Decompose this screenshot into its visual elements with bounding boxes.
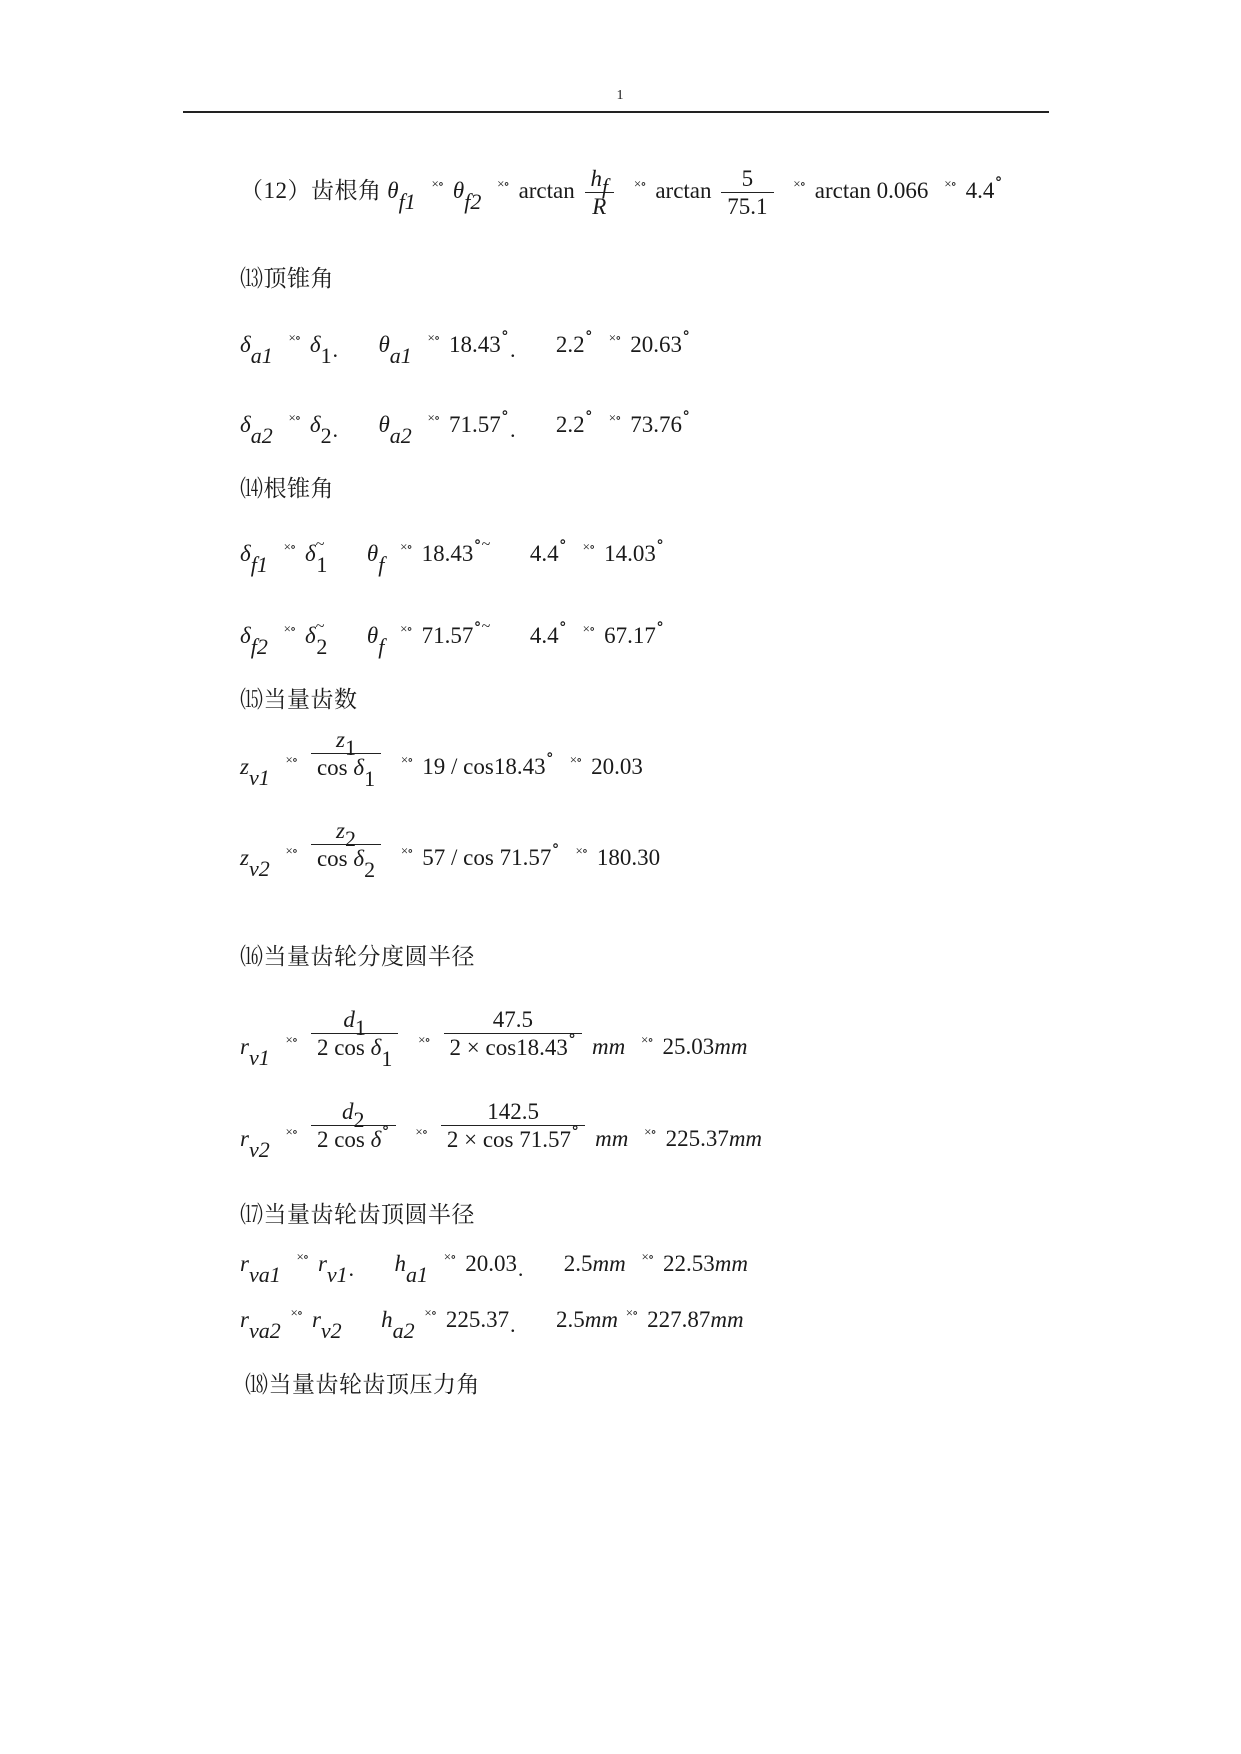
sub-2: 2 (353, 1107, 365, 1133)
theta-symbol: θ (378, 332, 390, 357)
sub-v1: v1 (248, 1045, 270, 1070)
theta-symbol: θ (366, 541, 379, 566)
page-number: 1 (616, 88, 624, 103)
delta-symbol: δ (353, 846, 365, 872)
unit-mm: mm (592, 1034, 626, 1059)
z-symbol: z (240, 754, 249, 779)
cos-text: cos (316, 846, 348, 872)
operator: ×∘ (285, 1032, 298, 1047)
expression: 19 / cos18.43 (422, 754, 546, 779)
h-symbol: h (381, 1307, 393, 1332)
degree-symbol: ∘ (655, 614, 665, 633)
degree-symbol: ∘ (558, 614, 567, 633)
delta-symbol: δ (240, 412, 251, 437)
minus-mark: ~ (481, 536, 491, 553)
value: 2.2 (555, 332, 585, 357)
operator: ×∘ (793, 175, 805, 191)
operator: ×∘ (944, 175, 956, 191)
result: 20.03 (591, 754, 643, 779)
eq-14-2 (240, 614, 665, 659)
plus-mark: · (509, 343, 517, 368)
cos-text: cos (316, 755, 348, 781)
delta-symbol: δ (370, 1035, 382, 1061)
operator: ×∘ (427, 410, 440, 425)
section-15-title: ⒂当量齿数 (240, 687, 358, 712)
operator: ×∘ (625, 1305, 638, 1320)
arctan-value: arctan 0.066 (814, 177, 929, 203)
d-symbol: d (343, 1007, 355, 1033)
sub-a2: a2 (392, 1318, 415, 1343)
sub-f: f (378, 552, 385, 577)
header-rule (183, 111, 1049, 113)
theta-symbol: θ (452, 177, 465, 203)
plus-mark: · (331, 423, 339, 448)
sub-v2: v2 (320, 1318, 342, 1343)
theta-symbol: θ (378, 412, 390, 437)
degree-symbol: ∘ (558, 532, 567, 551)
sub-1: 1 (364, 766, 376, 792)
operator: ×∘ (644, 1124, 656, 1139)
eq-15-2 (240, 818, 661, 883)
d-symbol: d (342, 1099, 354, 1125)
minus-mark: ~ (315, 618, 325, 635)
result: 14.03 (604, 541, 656, 566)
operator: ×∘ (400, 752, 413, 767)
section-13-title: ⒀顶锥角 (240, 266, 334, 291)
result: 73.76 (630, 412, 682, 437)
value: 4.4 (529, 541, 559, 566)
eq-17-1 (240, 1249, 748, 1287)
operator: ×∘ (569, 752, 582, 767)
result: 227.87 (647, 1307, 711, 1332)
section-18-title: ⒅当量齿轮齿顶压力角 (245, 1372, 480, 1397)
z-symbol: z (336, 727, 345, 753)
sub-f: f (378, 634, 385, 659)
operator: ×∘ (633, 175, 646, 191)
result: 67.17 (604, 623, 656, 648)
fraction-d1-2cos (311, 1006, 398, 1072)
value: 2.2 (555, 412, 585, 437)
operator: ×∘ (431, 175, 444, 191)
operator: ×∘ (400, 621, 412, 636)
numerator: 47.5 (444, 1006, 583, 1034)
result: 4.4 (965, 177, 995, 203)
operator: ×∘ (418, 1032, 430, 1047)
unit-mm: mm (592, 1251, 626, 1276)
h-symbol: h (590, 166, 602, 191)
eq-16-2 (240, 1099, 763, 1162)
two-cos-text: 2 cos (316, 1127, 365, 1153)
operator: ×∘ (427, 330, 440, 345)
section-17-title: ⒄当量齿轮齿顶圆半径 (240, 1202, 475, 1227)
operator: ×∘ (575, 843, 588, 858)
unit-mm: mm (714, 1251, 748, 1276)
degree-symbol: ∘ (994, 168, 1003, 188)
sub-2: 2 (344, 826, 356, 852)
z-symbol: z (240, 845, 249, 870)
value: 2.5 (563, 1251, 593, 1276)
fraction-142-5 (441, 1098, 585, 1153)
degree-symbol: ∘ (381, 1118, 390, 1138)
plus-mark: · (347, 1262, 355, 1287)
operator: ×∘ (608, 410, 621, 425)
eq-13-1 (240, 323, 691, 368)
r-symbol: r (240, 1251, 249, 1276)
sub-f2: f2 (250, 634, 268, 659)
theta-symbol: θ (366, 623, 379, 648)
delta-symbol: δ (309, 332, 321, 357)
operator: ×∘ (288, 410, 301, 425)
operator: ×∘ (582, 621, 595, 636)
denominator: 2 × cos18.43 (449, 1035, 568, 1061)
degree-symbol: ∘ (571, 1118, 580, 1138)
unit-mm: mm (584, 1307, 618, 1332)
delta-symbol: δ (305, 541, 316, 566)
sub-a2: a2 (250, 423, 273, 448)
minus-mark: ~ (481, 618, 491, 635)
sub-2: 2 (316, 634, 328, 659)
degree-symbol: ∘ (584, 323, 593, 342)
sub-v2: v2 (248, 1137, 270, 1162)
degree-symbol: ∘ (473, 614, 482, 633)
sub-va2: va2 (248, 1318, 281, 1343)
sub-v1: v1 (326, 1262, 348, 1287)
r-symbol: r (240, 1307, 249, 1332)
r-symbol: r (317, 1251, 327, 1276)
degree-symbol: ∘ (655, 532, 665, 551)
unit-mm: mm (714, 1034, 748, 1059)
theta-symbol: θ (387, 177, 399, 203)
two-cos-text: 2 cos (316, 1035, 365, 1061)
denominator: 2 × cos 71.57 (446, 1127, 572, 1153)
operator: ×∘ (641, 1249, 654, 1264)
sub-f1: f1 (250, 552, 268, 577)
sub-1: 1 (316, 552, 328, 577)
value: 20.03 (465, 1251, 517, 1276)
sub-1: 1 (354, 1015, 366, 1041)
R-symbol: R (592, 194, 607, 219)
degree-symbol: ∘ (500, 323, 510, 342)
degree-symbol: ∘ (500, 403, 510, 422)
sub-v2: v2 (248, 856, 270, 881)
operator: ×∘ (497, 175, 509, 191)
unit-mm: mm (710, 1307, 744, 1332)
unit-mm: mm (728, 1126, 763, 1151)
degree-symbol: ∘ (584, 403, 593, 422)
operator: ×∘ (582, 539, 595, 554)
sub-2: 2 (364, 857, 376, 883)
eq-12 (240, 165, 1003, 220)
r-symbol: r (240, 1126, 249, 1151)
expression: 57 / cos 71.57 (422, 845, 552, 870)
minus-mark: ~ (315, 536, 325, 553)
delta-symbol: δ (240, 623, 251, 648)
operator: ×∘ (296, 1249, 309, 1264)
operator: ×∘ (283, 621, 296, 636)
degree-symbol: ∘ (681, 403, 691, 422)
degree-symbol: ∘ (681, 323, 691, 342)
value: 2.5 (555, 1307, 585, 1332)
fraction-z1-cos (311, 726, 381, 792)
delta-symbol: δ (240, 541, 251, 566)
sub-a1: a1 (250, 343, 273, 368)
operator: ×∘ (608, 330, 621, 345)
result: 180.30 (596, 845, 661, 870)
delta-symbol: δ (353, 755, 365, 781)
sub-1: 1 (320, 343, 332, 368)
operator: ×∘ (424, 1305, 437, 1320)
operator: ×∘ (285, 752, 298, 767)
operator: ×∘ (288, 330, 301, 345)
sub-a2: a2 (389, 423, 412, 448)
eq-15-1 (240, 727, 643, 792)
fraction-d2-2cos (311, 1098, 396, 1153)
eq-16-1 (240, 1007, 748, 1072)
numerator: 142.5 (441, 1098, 585, 1126)
operator: ×∘ (641, 1032, 653, 1047)
degree-symbol: ∘ (473, 532, 482, 551)
plus-mark: · (516, 1262, 525, 1287)
sub-va1: va1 (248, 1262, 281, 1287)
result: 22.53 (662, 1251, 715, 1276)
z-symbol: z (336, 818, 345, 844)
fraction-hf-R (585, 165, 615, 220)
result: 25.03 (662, 1034, 715, 1059)
value: 18.43 (421, 541, 474, 566)
operator: ×∘ (290, 1305, 303, 1320)
plus-mark: · (331, 343, 339, 368)
operator: ×∘ (443, 1249, 456, 1264)
value: 71.57 (421, 623, 474, 648)
fraction-5-75 (721, 165, 773, 220)
h-symbol: h (394, 1251, 406, 1276)
delta-symbol: δ (305, 623, 316, 648)
arctan-text: arctan (518, 177, 575, 203)
arctan-text: arctan (655, 177, 712, 203)
value: 18.43 (448, 332, 501, 357)
delta-symbol: δ (240, 332, 251, 357)
degree-symbol: ∘ (567, 1026, 577, 1046)
degree-symbol: ∘ (545, 745, 554, 764)
sub-1: 1 (381, 1046, 393, 1072)
eq-13-2 (240, 403, 691, 448)
numerator: 5 (721, 165, 773, 193)
value: 225.37 (445, 1307, 510, 1332)
result: 20.63 (630, 332, 682, 357)
r-symbol: r (311, 1307, 321, 1332)
sub-v1: v1 (248, 765, 270, 790)
fraction-47-5 (444, 1006, 583, 1061)
plus-mark: · (509, 423, 517, 448)
result: 225.37 (665, 1126, 729, 1151)
operator: ×∘ (415, 1124, 428, 1139)
unit-mm: mm (595, 1126, 629, 1151)
eq-14-1 (240, 532, 665, 577)
value: 4.4 (529, 623, 559, 648)
sub-1: 1 (344, 735, 356, 761)
plus-mark: · (509, 1318, 517, 1343)
denominator: 75.1 (727, 194, 768, 219)
value: 71.57 (448, 412, 501, 437)
sub-f1: f1 (398, 188, 416, 214)
fraction-z2-cos (311, 817, 381, 883)
degree-symbol: ∘ (551, 836, 560, 855)
eq-17-2 (240, 1305, 744, 1343)
sub-a1: a1 (389, 343, 412, 368)
sub-2: 2 (320, 423, 332, 448)
sub-f2: f2 (464, 188, 482, 214)
section-12-title: （12）齿根角 (240, 177, 382, 203)
section-14-title: ⒁根锥角 (240, 476, 334, 501)
operator: ×∘ (285, 843, 298, 858)
sub-f: f (602, 174, 609, 199)
operator: ×∘ (400, 539, 412, 554)
operator: ×∘ (400, 843, 413, 858)
sub-a1: a1 (405, 1262, 428, 1287)
section-16-title: ⒃当量齿轮分度圆半径 (240, 944, 475, 969)
operator: ×∘ (283, 539, 296, 554)
r-symbol: r (240, 1034, 249, 1059)
operator: ×∘ (285, 1124, 298, 1139)
delta-symbol: δ (309, 412, 321, 437)
delta-symbol: δ (370, 1127, 382, 1153)
